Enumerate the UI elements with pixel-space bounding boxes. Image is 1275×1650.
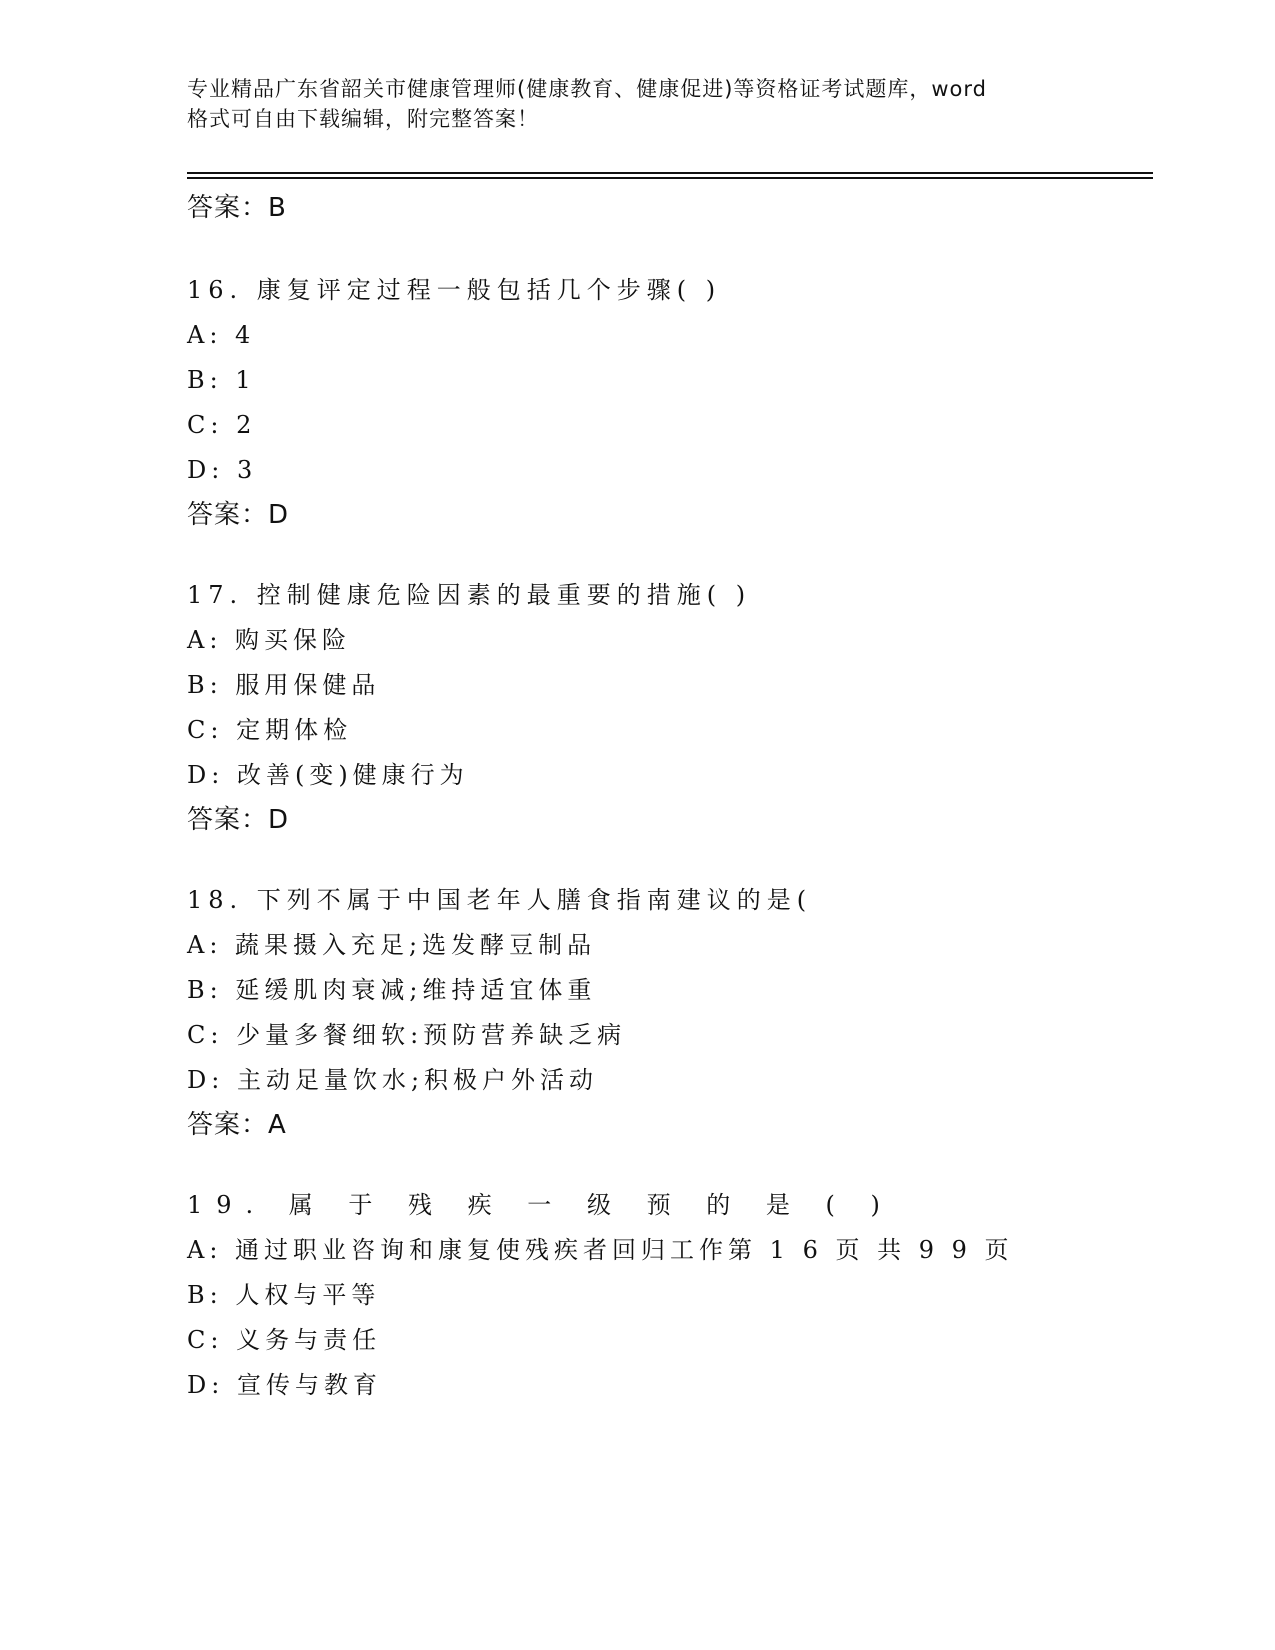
question-16-answer: 答案：D xyxy=(187,500,290,530)
previous-answer-block xyxy=(187,186,1187,231)
question-17-answer: 答案：D xyxy=(187,805,290,835)
question-19-option-b: B: 人权与平等 xyxy=(187,1281,381,1309)
question-18-option-c: C: 少量多餐细软:预防营养缺乏病 xyxy=(187,1021,627,1049)
question-16-option-b: B: 1 xyxy=(187,366,256,394)
header-line-1: 专业精品广东省韶关市健康管理师(健康教育、健康促进)等资格证考试题库，word xyxy=(187,77,988,101)
question-17-option-b: B: 服用保健品 xyxy=(187,671,381,699)
question-16 xyxy=(187,268,1187,538)
question-18-option-a: A: 蔬果摄入充足;选发酵豆制品 xyxy=(187,931,597,959)
question-17-text: 17. 控制健康危险因素的最重要的措施( ) xyxy=(187,581,752,609)
question-18-option-d: D: 主动足量饮水;积极户外活动 xyxy=(187,1066,599,1094)
question-17 xyxy=(187,573,1187,843)
question-17-option-a: A: 购买保险 xyxy=(187,626,352,654)
question-16-option-a: A: 4 xyxy=(187,321,256,349)
question-16-text: 16. 康复评定过程一般包括几个步骤( ) xyxy=(187,276,722,304)
question-18-answer: 答案：A xyxy=(187,1110,287,1140)
question-16-option-d: D: 3 xyxy=(187,456,258,484)
question-18-option-b: B: 延缓肌肉衰减;维持适宜体重 xyxy=(187,976,597,1004)
question-19-option-a: A: 通过职业咨询和康复使残疾者回归工作第 1 6 页 共 9 9 页 xyxy=(187,1236,1014,1264)
question-19-text: 19. 属 于 残 疾 一 级 预 的 是 ( ) xyxy=(187,1191,894,1219)
question-19 xyxy=(187,1183,1187,1408)
question-19-option-c: C: 义务与责任 xyxy=(187,1326,382,1354)
header-rule-top xyxy=(187,172,1153,174)
question-18 xyxy=(187,878,1187,1148)
header-line-2: 格式可自由下载编辑，附完整答案！ xyxy=(187,107,539,131)
question-18-text: 18. 下列不属于中国老年人膳食指南建议的是( xyxy=(187,886,813,914)
question-19-option-d: D: 宣传与教育 xyxy=(187,1371,382,1399)
header-rule-bottom xyxy=(187,177,1153,179)
question-16-option-c: C: 2 xyxy=(187,411,257,439)
question-17-option-c: C: 定期体检 xyxy=(187,716,353,744)
previous-answer: 答案：B xyxy=(187,193,287,223)
question-17-option-d: D: 改善(变)健康行为 xyxy=(187,761,469,789)
